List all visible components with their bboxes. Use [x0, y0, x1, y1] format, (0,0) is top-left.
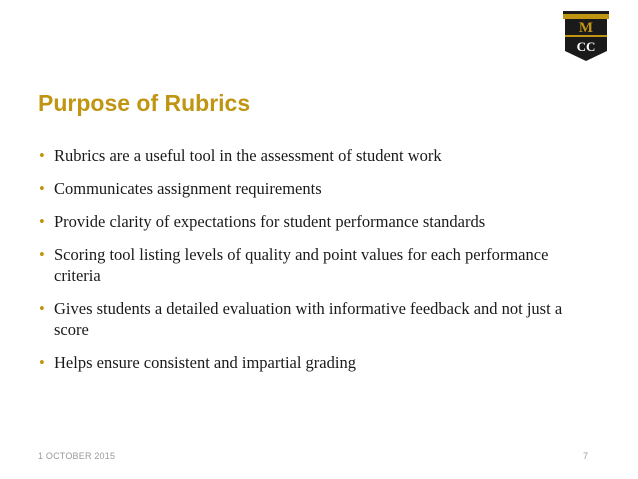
- bullet-dot: •: [39, 212, 45, 231]
- bullet-list: [39, 145, 599, 385]
- bullet-text: Scoring tool listing levels of quality and point values for each performance criteria: [54, 245, 549, 285]
- bullet-item: [39, 178, 599, 199]
- bullet-text: Communicates assignment requirements: [54, 179, 322, 198]
- bullet-text: Helps ensure consistent and impartial grading: [54, 353, 356, 372]
- slide-title: Purpose of Rubrics: [38, 90, 251, 116]
- bullet-item: [39, 211, 599, 232]
- bullet-item: [39, 244, 599, 286]
- logo-bottom-letters: CC: [576, 39, 596, 54]
- bullet-dot: •: [39, 146, 45, 165]
- bullet-item: [39, 352, 599, 373]
- mcc-logo-graphic: [563, 11, 609, 61]
- bullet-dot: •: [39, 353, 45, 372]
- bullet-item: [39, 145, 599, 166]
- bullet-text: Rubrics are a useful tool in the assessment of student work: [54, 146, 442, 165]
- mcc-logo: [563, 11, 609, 61]
- footer-date: 1 OCTOBER 2015: [38, 451, 116, 461]
- logo-top-letter: M: [578, 20, 594, 36]
- bullet-dot: •: [39, 179, 45, 198]
- bullet-dot: •: [39, 299, 45, 318]
- bullet-text: Provide clarity of expectations for student performance standards: [54, 212, 486, 231]
- bullet-text: Gives students a detailed evaluation with informative feedback and not just a score: [54, 299, 563, 339]
- bullet-dot: •: [39, 245, 45, 264]
- bullet-item: [39, 298, 599, 340]
- page-number: 7: [582, 451, 588, 461]
